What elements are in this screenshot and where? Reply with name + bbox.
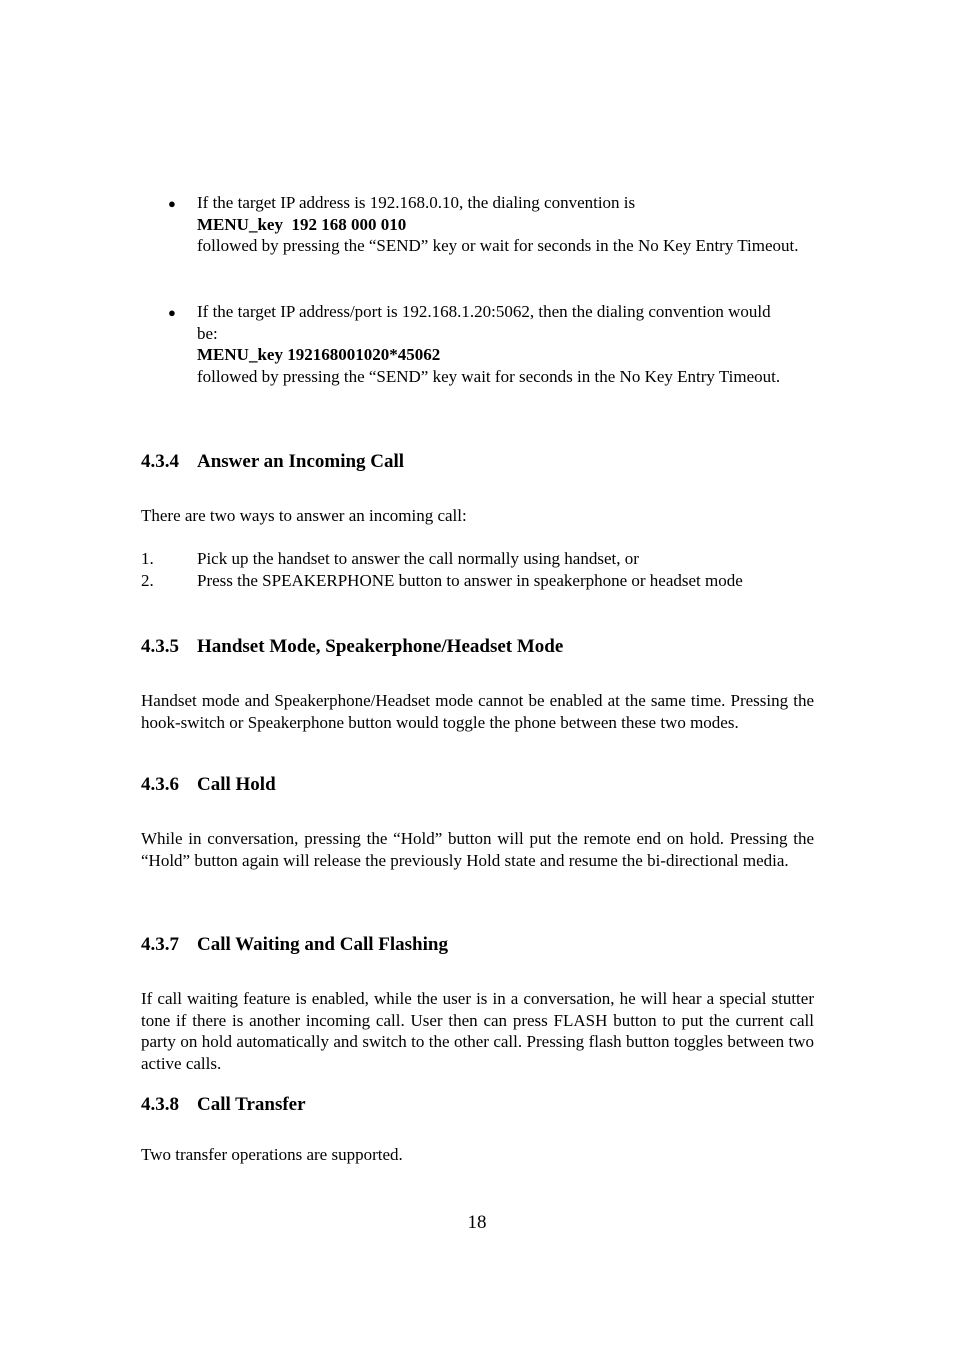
paragraph: If call waiting feature is enabled, while the user is in a conversation, he will hear a special stutter tone if there is another incoming call. User then can press FLASH button to put the current call party on hold automatically and switch to the other call. Pressing flash button toggles between two active calls. (141, 989, 814, 1073)
paragraph: There are two ways to answer an incoming call: (141, 506, 467, 525)
bullet-item (197, 192, 814, 257)
section-heading (141, 933, 448, 957)
section-title: Call Transfer (197, 1094, 306, 1115)
page-number: 18 (467, 1212, 487, 1233)
list-number: 2. (141, 571, 154, 590)
section-number: 4.3.4 (141, 451, 179, 472)
bullet-text: followed by pressing the “SEND” key or wait for seconds in the No Key Entry Timeout. (197, 236, 799, 255)
section-heading (141, 450, 404, 474)
bullet-item (197, 301, 787, 387)
list-item: Pick up the handset to answer the call normally using handset, or (197, 549, 639, 568)
paragraph: Two transfer operations are supported. (141, 1145, 403, 1164)
bullet-text: followed by pressing the “SEND” key wait for seconds in the No Key Entry Timeout. (197, 366, 781, 386)
dial-code: MENU_key 192 168 000 010 (197, 214, 407, 234)
bullet-dot: ● (168, 196, 176, 211)
section-title: Handset Mode, Speakerphone/Headset Mode (197, 636, 564, 657)
section-number: 4.3.6 (141, 774, 179, 795)
section-title: Answer an Incoming Call (197, 451, 405, 472)
bullet-text: If the target IP address is 192.168.0.10, the dialing convention is (197, 193, 636, 212)
section-number: 4.3.5 (141, 636, 179, 657)
section-heading (141, 1093, 306, 1117)
section-number: 4.3.7 (141, 934, 179, 955)
section-number: 4.3.8 (141, 1094, 179, 1115)
list-number: 1. (141, 549, 154, 568)
paragraph: Handset mode and Speakerphone/Headset mode cannot be enabled at the same time. Pressing the hook-switch or Speakerphone button would toggle the phone between these two modes. (141, 691, 814, 732)
section-heading (141, 773, 276, 797)
bullet-dot: ● (168, 305, 176, 320)
section-heading (141, 635, 563, 659)
dial-code: MENU_key 192168001020*45062 (197, 345, 441, 364)
section-title: Call Hold (197, 774, 276, 795)
paragraph: While in conversation, pressing the “Hold” button will put the remote end on hold. Pressing the “Hold” button again will release the previously Hold state and resume the bi-directional media. (141, 829, 814, 870)
bullet-text: If the target IP address/port is 192.168.1.20:5062, then the dialing convention would be: (197, 302, 771, 343)
list-item: Press the SPEAKERPHONE button to answer in speakerphone or headset mode (197, 571, 743, 590)
section-title: Call Waiting and Call Flashing (197, 934, 448, 955)
